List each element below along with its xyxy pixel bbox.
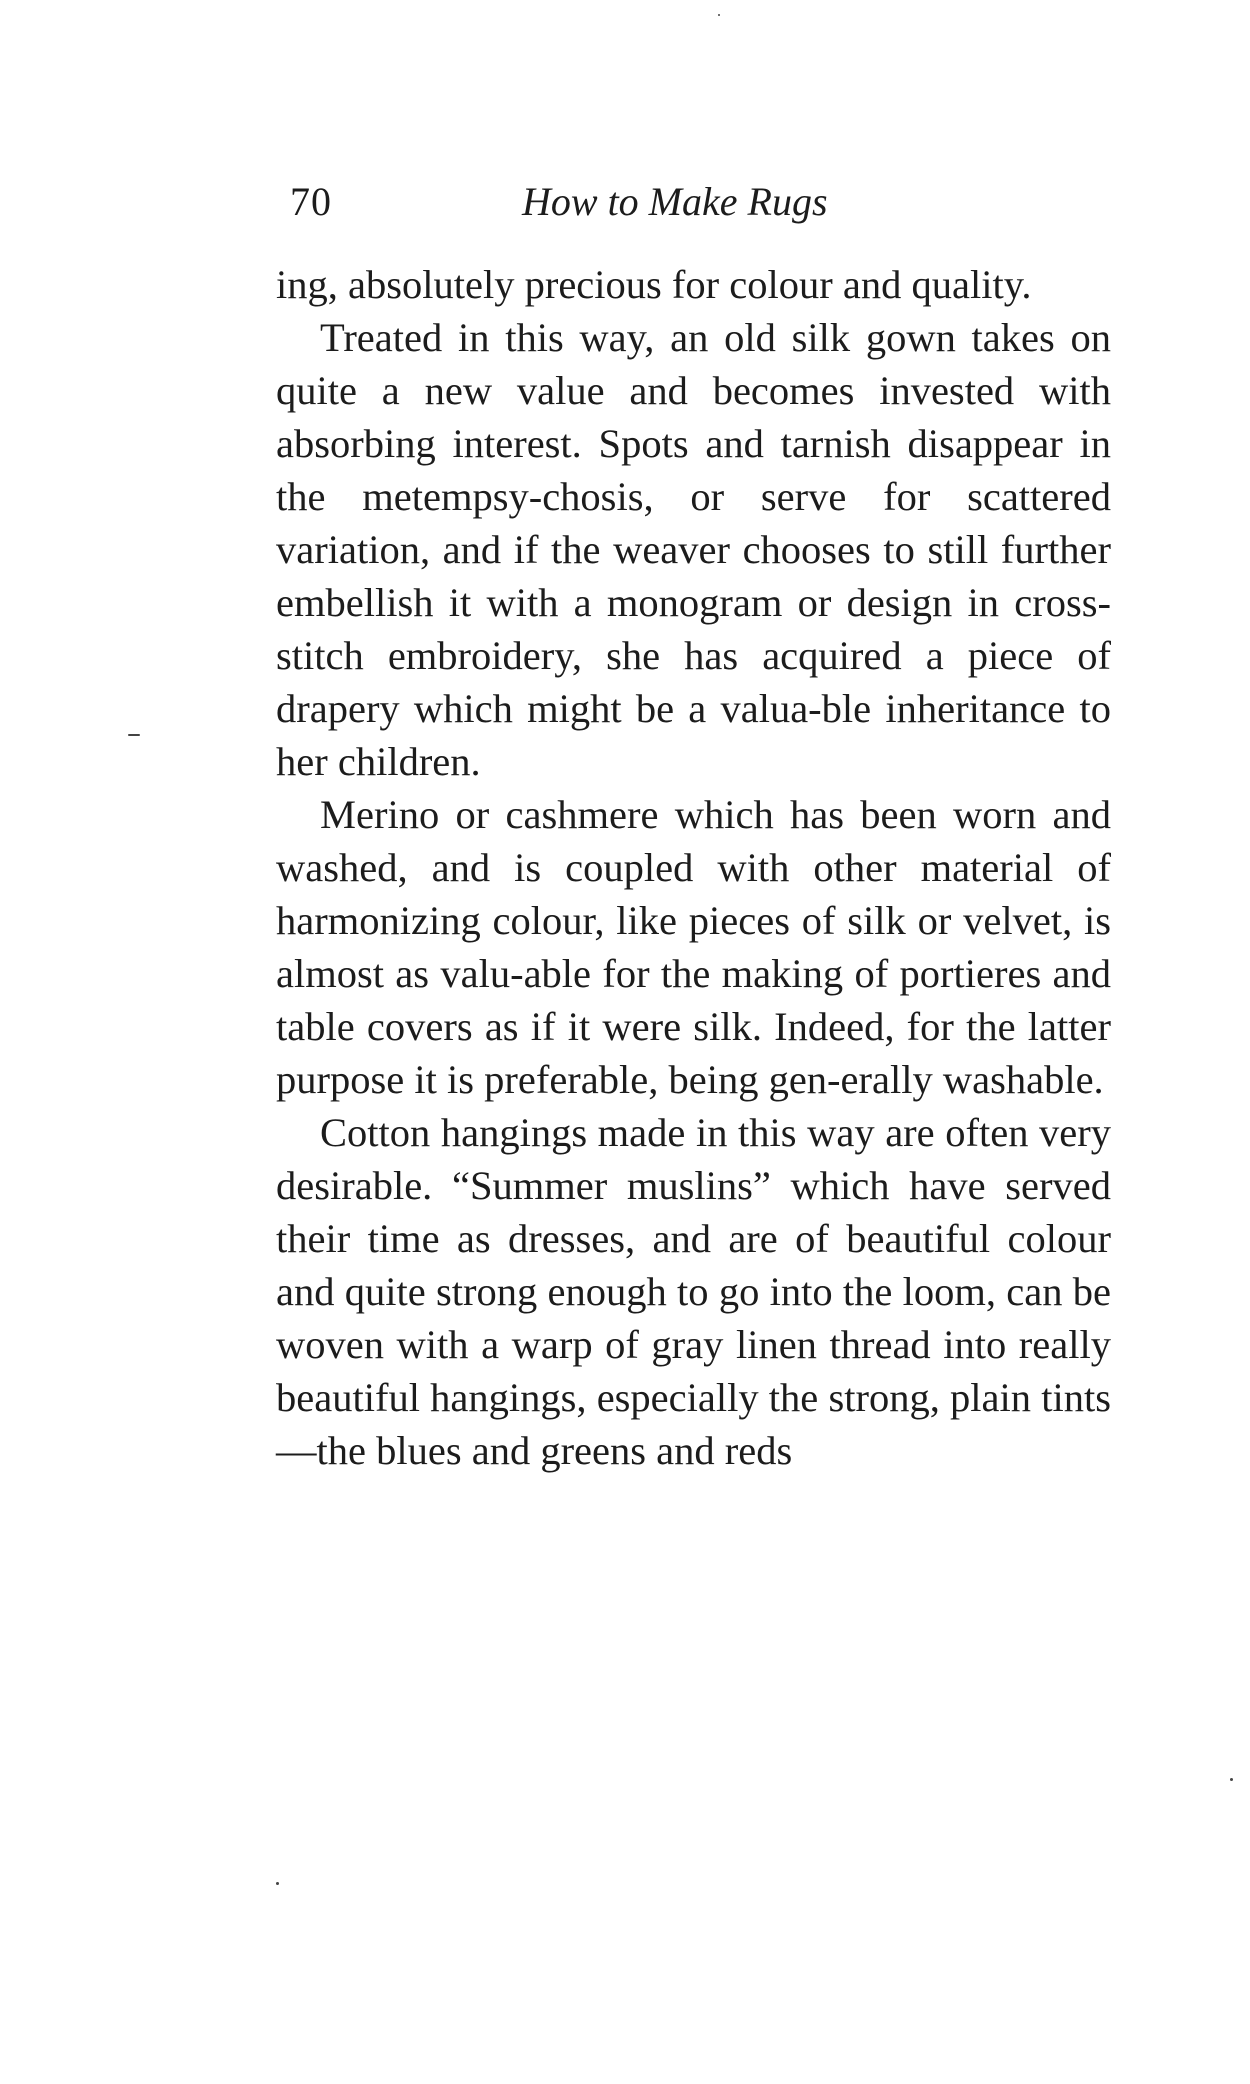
running-head xyxy=(290,172,890,232)
body-text xyxy=(276,258,1111,1477)
paragraph-merino-cashmere: Merino or cashmere which has been worn and washed, and is coupled with other material of harmonizing colour, like pieces of silk or velvet, is almost as valu-able for the making of portieres and table covers as if it were silk. Indeed, for the latter purpose it is preferable, being gen-erally washable. xyxy=(276,792,1111,1102)
paper-speck xyxy=(276,1882,279,1885)
paragraph-continuation: ing, absolutely precious for colour and quality. xyxy=(276,262,1032,307)
paper-speck xyxy=(718,14,720,16)
paper-speck xyxy=(1230,1778,1233,1781)
running-title: How to Make Rugs xyxy=(522,179,828,224)
paragraph-cotton-hangings: Cotton hangings made in this way are often very desirable. “Summer muslins” which have served their time as dresses, and are of beautiful colour and quite strong enough to go into the loom, can be woven with a warp of gray linen thread into really beautiful hangings, especially the strong, plain tints—the blues and greens and reds xyxy=(276,1110,1111,1473)
page-number: 70 xyxy=(290,179,332,224)
paragraph-silk-gown: Treated in this way, an old silk gown takes on quite a new value and becomes invested with absorbing interest. Spots and tarnish disappear in the metempsy-chosis, or serve for scattered variation, and if the weaver chooses to still further embellish it with a monogram or design in cross-stitch embroidery, she has acquired a piece of drapery which might be a valua-ble inheritance to her children. xyxy=(276,315,1111,784)
paper-speck xyxy=(128,734,140,736)
